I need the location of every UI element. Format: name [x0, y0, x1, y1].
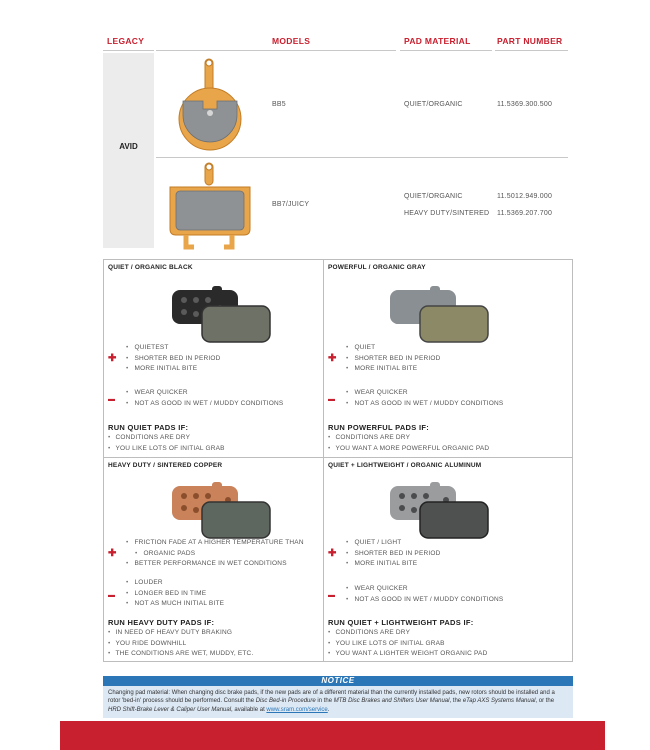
run-list: • CONDITIONS ARE DRY • YOU LIKE LOTS OF INITIAL GRAB • YOU WANT A LIGHTER WEIGHT ORGANIC PAD	[328, 628, 487, 660]
pad-image	[166, 284, 276, 346]
run-title: RUN POWERFUL PADS IF:	[328, 423, 430, 432]
pad-card-title: HEAVY DUTY / SINTERED COPPER	[108, 462, 223, 469]
pad-image	[384, 480, 494, 542]
pad-card-quiet-lightweight-organic-aluminum	[324, 458, 543, 655]
header-part-number: PART NUMBER	[497, 36, 563, 46]
part-number: 11.5369.207.700	[497, 210, 553, 217]
run-title: RUN QUIET PADS IF:	[108, 423, 189, 432]
bb5-pad-image	[176, 57, 244, 155]
pad-card-powerful-organic-gray	[324, 260, 543, 457]
minus-icon: ▬	[108, 592, 115, 599]
pad-card-title: QUIET + LIGHTWEIGHT / ORGANIC ALUMINUM	[328, 462, 482, 469]
pros-list: • QUIETEST • SHORTER BED IN PERIOD • MORE INITIAL BITE	[126, 343, 221, 375]
run-title: RUN HEAVY DUTY PADS IF:	[108, 618, 215, 627]
material-quiet-organic: QUIET/ORGANIC	[404, 101, 463, 108]
notice-body: Changing pad material: When changing disc brake pads, if the new pads are of a different material than the currently installed pads, new rotors should be installed and a rotor 'bed-in' process should be performed. Consult the Disc Bed-in Procedure in the MTB Disc Brakes and Shifters User Manual, the eTap AXS Systems Manual, or the HRD Shift-Brake Lever & Caliper User Manual, available at www.sram.com/service.	[103, 686, 573, 718]
header-divider	[400, 50, 492, 51]
part-number: 11.5012.949.000	[497, 193, 553, 200]
pros-list: • FRICTION FADE AT A HIGHER TEMPERATURE THAN • ORGANIC PADS • BETTER PERFORMANCE IN WET CONDITIONS	[126, 538, 304, 570]
header-pad-material: PAD MATERIAL	[404, 36, 471, 46]
pad-image	[384, 284, 494, 346]
row-divider	[156, 157, 568, 158]
run-list: • CONDITIONS ARE DRY • YOU LIKE LOTS OF INITIAL GRAB	[108, 433, 225, 454]
header-legacy: LEGACY	[107, 36, 145, 46]
run-list: • CONDITIONS ARE DRY • YOU WANT A MORE POWERFUL ORGANIC PAD	[328, 433, 489, 454]
cons-list: • LOUDER • LONGER BED IN TIME • NOT AS MUCH INITIAL BITE	[126, 578, 224, 610]
pad-card-heavy-duty-sintered-copper	[104, 458, 323, 655]
pad-card-title: POWERFUL / ORGANIC GRAY	[328, 264, 426, 271]
pros-list: • QUIET • SHORTER BED IN PERIOD • MORE INITIAL BITE	[346, 343, 441, 375]
brand-avid: AVID	[119, 142, 138, 151]
header-divider	[103, 50, 154, 51]
plus-icon: ✚	[328, 353, 337, 364]
cons-list: • WEAR QUICKER • NOT AS GOOD IN WET / MUDDY CONDITIONS	[126, 388, 283, 409]
run-title: RUN QUIET + LIGHTWEIGHT PADS IF:	[328, 618, 474, 627]
pad-card-title: QUIET / ORGANIC BLACK	[108, 264, 193, 271]
footer-bar	[60, 721, 605, 750]
minus-icon: ▬	[328, 396, 335, 403]
plus-icon: ✚	[108, 548, 117, 559]
service-link[interactable]: www.sram.com/service	[266, 706, 328, 713]
header-models: MODELS	[272, 36, 311, 46]
material-heavy-duty-sintered: HEAVY DUTY/SINTERED	[404, 210, 490, 217]
pad-comparison-grid	[103, 259, 573, 662]
cons-list: • WEAR QUICKER • NOT AS GOOD IN WET / MUDDY CONDITIONS	[346, 388, 503, 409]
notice-label: NOTICE	[103, 676, 573, 686]
plus-icon: ✚	[108, 353, 117, 364]
material-quiet-organic: QUIET/ORGANIC	[404, 193, 463, 200]
pros-list: • QUIET / LIGHT • SHORTER BED IN PERIOD • MORE INITIAL BITE	[346, 538, 441, 570]
plus-icon: ✚	[328, 548, 337, 559]
minus-icon: ▬	[328, 592, 335, 599]
header-divider	[156, 50, 396, 51]
pad-card-quiet-organic-black	[104, 260, 323, 457]
run-list: • IN NEED OF HEAVY DUTY BRAKING • YOU RIDE DOWNHILL • THE CONDITIONS ARE WET, MUDDY, ETC.	[108, 628, 253, 660]
pad-image	[166, 480, 276, 542]
part-number: 11.5369.300.500	[497, 101, 553, 108]
bb7-juicy-pad-image	[166, 161, 256, 251]
header-divider	[495, 50, 568, 51]
minus-icon: ▬	[108, 396, 115, 403]
model-bb7-juicy: BB7/JUICY	[272, 201, 310, 208]
model-bb5: BB5	[272, 101, 286, 108]
cons-list: • WEAR QUICKER • NOT AS GOOD IN WET / MUDDY CONDITIONS	[346, 584, 503, 605]
